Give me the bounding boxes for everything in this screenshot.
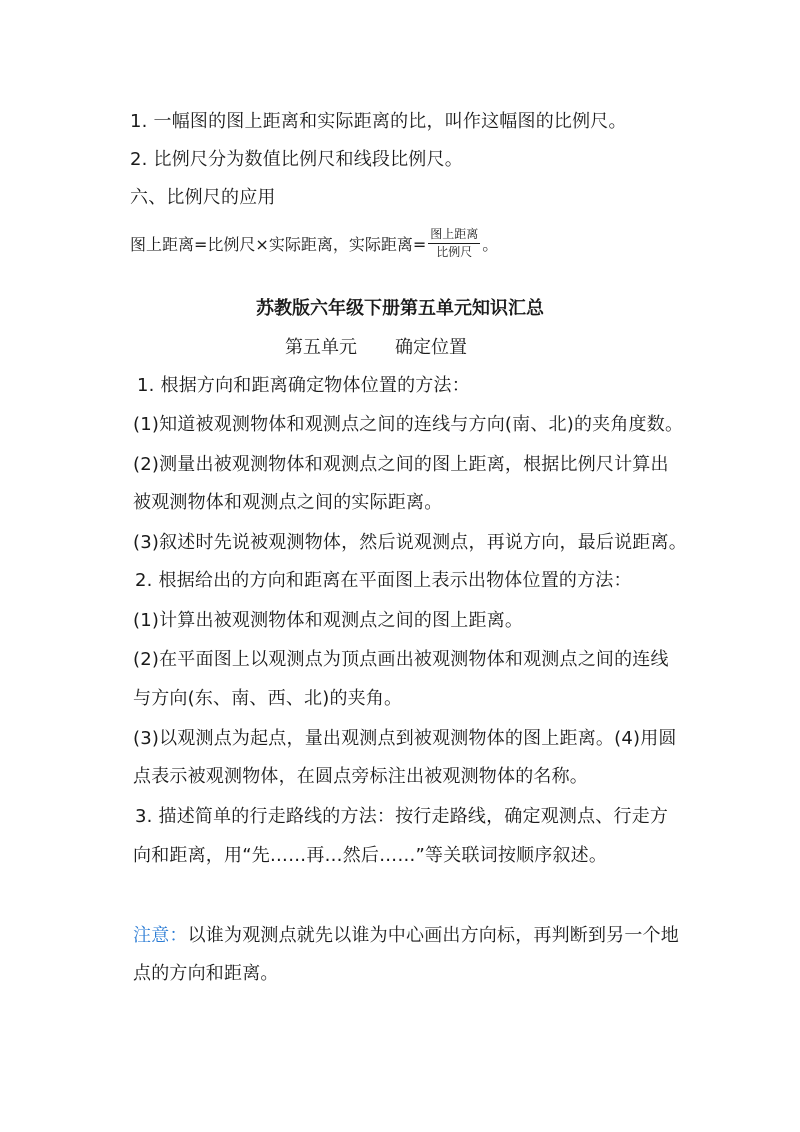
method-3-cont: 向和距离，用“先……再…然后……”等关联词按顺序叙述。 [133, 845, 608, 866]
scale-definition-item: 1. 一幅图的图上距离和实际距离的比，叫作这幅图的比例尺。 [130, 111, 627, 132]
unit-topic: 确定位置 [395, 337, 467, 358]
scale-formula [130, 226, 498, 260]
method-2-step-1: (1)计算出被观测物体和观测点之间的图上距离。 [133, 610, 524, 631]
method-2-step-2-cont: 与方向(东、南、西、北)的夹角。 [133, 688, 403, 709]
scale-types-item: 2. 比例尺分为数值比例尺和线段比例尺。 [130, 149, 463, 170]
method-1-step-2: (2)测量出被观测物体和观测点之间的图上距离，根据比例尺计算出 [133, 454, 669, 475]
scale-application-heading: 六、比例尺的应用 [130, 187, 276, 208]
formula-end: 。 [482, 234, 499, 254]
method-1-step-1: (1)知道被观测物体和观测点之间的连线与方向(南、北)的夹角度数。 [133, 414, 684, 435]
unit-subtitle [285, 336, 467, 360]
unit-label: 第五单元 [285, 337, 357, 358]
fraction-denominator: 比例尺 [436, 244, 473, 259]
method-heading-2: 2. 根据给出的方向和距离在平面图上表示出物体位置的方法： [135, 570, 632, 591]
note-line-2: 点的方向和距离。 [133, 963, 279, 984]
formula-fraction [428, 227, 480, 260]
method-1-step-3: (3)叙述时先说被观测物体，然后说观测点，再说方向，最后说距离。 [133, 532, 687, 553]
method-1-step-2-cont: 被观测物体和观测点之间的实际距离。 [133, 492, 443, 513]
method-2-step-3: (3)以观测点为起点，量出观测点到被观测物体的图上距离。(4)用圆 [133, 728, 677, 749]
formula-text: 图上距离=比例尺×实际距离，实际距离= [130, 234, 427, 254]
method-2-step-2: (2)在平面图上以观测点为顶点画出被观测物体和观测点之间的连线 [133, 649, 669, 670]
method-heading-1: 1. 根据方向和距离确定物体位置的方法： [137, 375, 470, 396]
note-label: 注意： [133, 925, 188, 946]
method-2-step-4: 点表示被观测物体，在圆点旁标注出被观测物体的名称。 [133, 766, 588, 787]
method-heading-3: 3. 描述简单的行走路线的方法：按行走路线，确定观测点、行走方 [135, 806, 669, 827]
note-line-1 [133, 924, 679, 948]
page-title: 苏教版六年级下册第五单元知识汇总 [256, 298, 544, 319]
note-text-1: 以谁为观测点就先以谁为中心画出方向标，再判断到另一个地 [187, 925, 680, 946]
fraction-numerator: 图上距离 [428, 227, 480, 244]
